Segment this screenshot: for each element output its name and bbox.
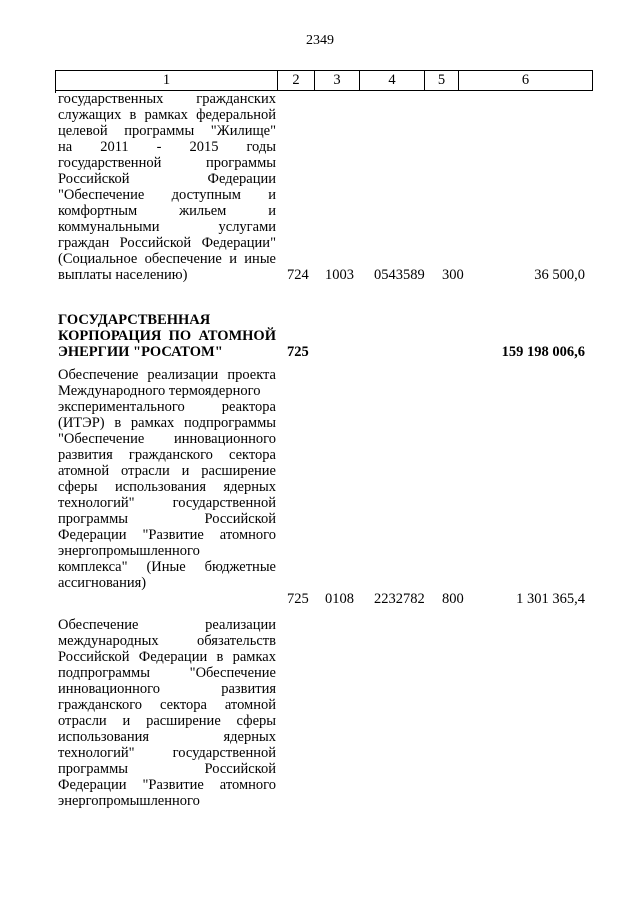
description-line: ЭНЕРГИИ "РОСАТОМ" (58, 344, 223, 360)
cell-amount: 1 301 365,4 (516, 591, 585, 607)
cell-target-code: 0543589 (374, 267, 425, 283)
description-line: Федерации "Развитие атомного (58, 777, 276, 793)
description-line: программы Российской (58, 761, 276, 777)
description-line: граждан Российской Федерации" (58, 235, 276, 251)
cell-amount: 159 198 006,6 (501, 344, 585, 360)
description-line: (ИТЭР) в рамках подпрограммы (58, 415, 276, 431)
description-line: подпрограммы "Обеспечение (58, 665, 276, 681)
description-line: сферы использования ядерных (58, 479, 276, 495)
description-line: на 2011 - 2015 годы (58, 139, 276, 155)
description-line: технологий" государственной (58, 495, 276, 511)
description-line: технологий" государственной (58, 745, 276, 761)
description-line: выплаты населению) (58, 267, 188, 283)
description-line: атомной отрасли и расширение (58, 463, 276, 479)
description-line: программы Российской (58, 511, 276, 527)
column-header-5: 5 (425, 71, 459, 91)
description-line: государственной программы (58, 155, 276, 171)
column-header-4: 4 (360, 71, 425, 91)
description-line: Обеспечение реализации проекта (58, 367, 276, 383)
description-line: Российской Федерации (58, 171, 276, 187)
cell-expense-type: 300 (442, 267, 464, 283)
row-description (58, 617, 276, 809)
description-line: ассигнования) (58, 575, 147, 591)
description-line: развития гражданского сектора (58, 447, 276, 463)
description-line: целевой программы "Жилище" (58, 123, 276, 139)
description-line: инновационного развития (58, 681, 276, 697)
cell-ministry-code: 725 (287, 591, 309, 607)
description-line: энергопромышленного (58, 543, 200, 559)
column-header-1: 1 (56, 71, 278, 91)
row-description (58, 91, 276, 283)
description-line: экспериментального реактора (58, 399, 276, 415)
description-line: коммунальными услугами (58, 219, 276, 235)
description-line: комплекса" (Иные бюджетные (58, 559, 276, 575)
description-line: международных обязательств (58, 633, 276, 649)
cell-amount: 36 500,0 (534, 267, 585, 283)
description-line: Обеспечение реализации (58, 617, 276, 633)
description-line: государственных гражданских (58, 91, 276, 107)
description-line: (Социальное обеспечение и иные (58, 251, 276, 267)
description-line: КОРПОРАЦИЯ ПО АТОМНОЙ (58, 328, 276, 344)
description-line: отрасли и расширение сферы (58, 713, 276, 729)
cell-expense-type: 800 (442, 591, 464, 607)
description-line: использования ядерных (58, 729, 276, 745)
table-left-border (55, 90, 56, 93)
description-line: Российской Федерации в рамках (58, 649, 276, 665)
description-line: ГОСУДАРСТВЕННАЯ (58, 312, 211, 328)
column-header-6: 6 (459, 71, 593, 91)
cell-section-code: 0108 (325, 591, 354, 607)
description-line: комфортным жильем и (58, 203, 276, 219)
column-header-row (55, 70, 593, 91)
description-line: Федерации "Развитие атомного (58, 527, 276, 543)
description-line: служащих в рамках федеральной (58, 107, 276, 123)
column-header-2: 2 (278, 71, 315, 91)
description-line: энергопромышленного (58, 793, 200, 809)
row-description (58, 312, 276, 360)
description-line: Международного термоядерного (58, 383, 261, 399)
column-header-3: 3 (315, 71, 360, 91)
page-number: 2349 (306, 33, 334, 48)
description-line: гражданского сектора атомной (58, 697, 276, 713)
description-line: "Обеспечение доступным и (58, 187, 276, 203)
cell-ministry-code: 725 (287, 344, 309, 360)
cell-ministry-code: 724 (287, 267, 309, 283)
cell-section-code: 1003 (325, 267, 354, 283)
description-line: "Обеспечение инновационного (58, 431, 276, 447)
row-description (58, 367, 276, 591)
cell-target-code: 2232782 (374, 591, 425, 607)
